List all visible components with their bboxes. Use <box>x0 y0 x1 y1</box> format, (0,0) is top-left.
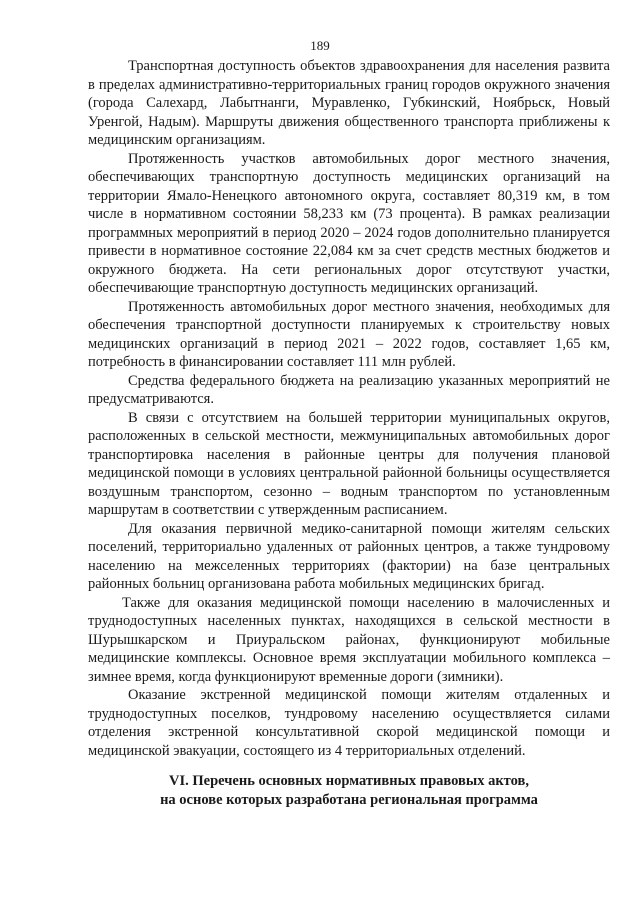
section-heading-line-2: на основе которых разработана региональная программа <box>160 792 538 808</box>
section-heading-line-1: VI. Перечень основных нормативных правовых актов, <box>169 773 529 789</box>
paragraph-mobile-complexes: Также для оказания медицинской помощи населению в малочисленных и труднодоступных населенных пунктах, находящихся в сельской местности в Шурышкарском и Приуральском районах, функционируют мобильные медицинские комплексы. Основное время эксплуатации мобильного комплекса – зимнее время, когда функционируют временные дороги (зимники). <box>88 594 610 685</box>
section-heading <box>88 772 610 810</box>
paragraph-emergency-care: Оказание экстренной медицинской помощи жителям отдаленных и труднодоступных поселков, тундровому населению осуществляется силами отделения экстренной консультативной скорой медицинской помощи и медицинской эвакуации, состоящего из 4 территориальных отделений. <box>88 687 610 759</box>
paragraph-transport-accessibility: Транспортная доступность объектов здравоохранения для населения развита в пределах административно-территориальных границ городов окружного значения (города Салехард, Лабытнанги, Муравленко, Губкинский, Ноябрьск, Новый Уренгой, Надым). Маршруты движения общественного транспорта приближены к медицинским организациям. <box>88 58 610 148</box>
page-number: 189 <box>310 38 330 53</box>
paragraph-mobile-brigades: Для оказания первичной медико-санитарной помощи жителям сельских поселений, территориально удаленных от районных центров, а также тундровому населению на межселенных территориях (фактории) на базе центральных районных больниц организована работа мобильных медицинских бригад. <box>88 520 610 592</box>
body-text <box>88 57 610 760</box>
paragraph-federal-budget: Средства федерального бюджета на реализацию указанных мероприятий не предусматриваются. <box>88 372 610 407</box>
paragraph-new-roads: Протяженность автомобильных дорог местного значения, необходимых для обеспечения транспортной доступности планируемых к строительству новых медицинских организаций в период 2021 – 2022 годов, составляет 1,65 км, потребность в финансировании составляет 111 млн рублей. <box>88 298 610 370</box>
paragraph-rural-transport: В связи с отсутствием на большей территории муниципальных округов, расположенных в сельской местности, межмуниципальных автомобильных дорог транспортировка населения в районные центры для получения плановой медицинской помощи в условиях центральной районной больницы осуществляется воздушным транспортом, сезонно – водным транспортом по установленным маршрутам в соответствии с утвержденным расписанием. <box>88 409 610 518</box>
paragraph-road-length: Протяженность участков автомобильных дорог местного значения, обеспечивающих транспортную доступность медицинских организаций на территории Ямало-Ненецкого автономного округа, составляет 80,319 км, в том числе в нормативном состоянии 58,233 км (73 процента). В рамках реализации программных мероприятий в период 2020 – 2024 годов дополнительно планируется привести в нормативное состояние 22,084 км за счет средств местных бюджетов и окружного бюджета. На сети региональных дорог отсутствуют участки, обеспечивающие транспортную доступность медицинских организаций. <box>88 150 610 296</box>
